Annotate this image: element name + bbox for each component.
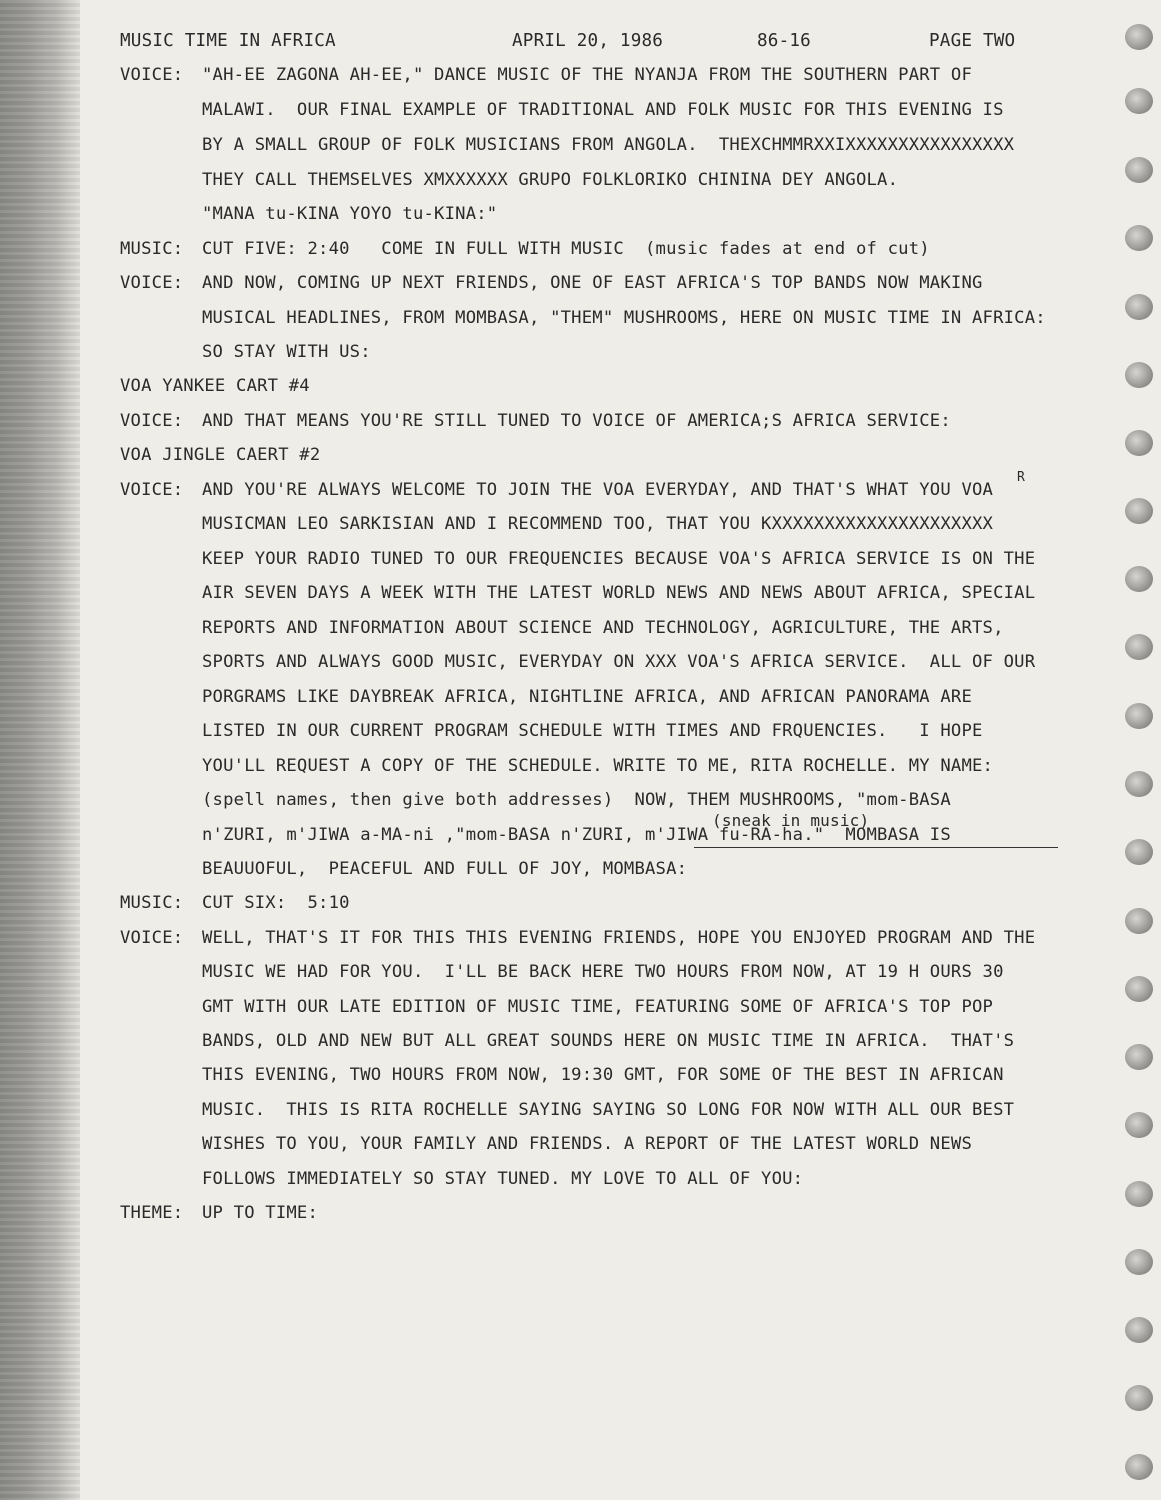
- punch-hole: [1125, 1181, 1153, 1207]
- line-text: GMT WITH OUR LATE EDITION OF MUSIC TIME, FEATURING SOME OF AFRICA'S TOP POP: [202, 997, 994, 1017]
- line-text: (spell names, then give both addresses) NOW, THEM MUSHROOMS, "mom-BASA: [202, 790, 951, 810]
- punch-hole: [1125, 157, 1153, 183]
- line-label: MUSIC:: [120, 239, 184, 259]
- line-label: VOICE:: [120, 65, 184, 85]
- scan-edge-strip: [0, 0, 80, 1500]
- sneak-note-annotation: (sneak in music): [712, 811, 870, 830]
- line-text: MUSIC WE HAD FOR YOU. I'LL BE BACK HERE TWO HOURS FROM NOW, AT 19 H OURS 30: [202, 962, 1004, 982]
- line-label: VOICE:: [120, 411, 184, 431]
- line-text: AND THAT MEANS YOU'RE STILL TUNED TO VOICE OF AMERICA;S AFRICA SERVICE:: [202, 411, 951, 431]
- line-text: THEY CALL THEMSELVES XMXXXXXX GRUPO FOLKLORIKO CHININA DEY ANGOLA.: [202, 170, 899, 190]
- line-text: MUSIC. THIS IS RITA ROCHELLE SAYING SAYING SO LONG FOR NOW WITH ALL OUR BEST: [202, 1100, 1015, 1120]
- punch-hole: [1125, 362, 1153, 388]
- line-label: THEME:: [120, 1203, 184, 1223]
- punch-hole: [1125, 566, 1153, 592]
- punch-hole: [1125, 634, 1153, 660]
- line-text: AIR SEVEN DAYS A WEEK WITH THE LATEST WORLD NEWS AND NEWS ABOUT AFRICA, SPECIAL: [202, 583, 1036, 603]
- line-text: n'ZURI, m'JIWA a-MA-ni ,"mom-BASA n'ZURI, m'JIWA fu-RA-ha." MOMBASA IS: [202, 825, 951, 845]
- line-text: AND NOW, COMING UP NEXT FRIENDS, ONE OF EAST AFRICA'S TOP BANDS NOW MAKING: [202, 273, 983, 293]
- header-page: PAGE TWO: [929, 31, 1016, 51]
- line-label: VOA YANKEE CART #4: [120, 376, 310, 396]
- punch-hole: [1125, 1317, 1153, 1343]
- punch-hole: [1125, 976, 1153, 1002]
- line-text: CUT FIVE: 2:40 COME IN FULL WITH MUSIC (music fades at end of cut): [202, 239, 930, 259]
- line-label: VOICE:: [120, 928, 184, 948]
- line-text: YOU'LL REQUEST A COPY OF THE SCHEDULE. WRITE TO ME, RITA ROCHELLE. MY NAME:: [202, 756, 994, 776]
- line-text: AND YOU'RE ALWAYS WELCOME TO JOIN THE VOA EVERYDAY, AND THAT'S WHAT YOU VOA: [202, 480, 994, 500]
- line-label: VOICE:: [120, 273, 184, 293]
- punch-hole: [1125, 703, 1153, 729]
- header-date: APRIL 20, 1986: [512, 31, 664, 51]
- line-text: SO STAY WITH US:: [202, 342, 371, 362]
- line-text: BANDS, OLD AND NEW BUT ALL GREAT SOUNDS HERE ON MUSIC TIME IN AFRICA. THAT'S: [202, 1031, 1015, 1051]
- line-text: MUSICMAN LEO SARKISIAN AND I RECOMMEND TOO, THAT YOU KXXXXXXXXXXXXXXXXXXXXX: [202, 514, 994, 534]
- line-text: WELL, THAT'S IT FOR THIS THIS EVENING FRIENDS, HOPE YOU ENJOYED PROGRAM AND THE: [202, 928, 1036, 948]
- line-text: WISHES TO YOU, YOUR FAMILY AND FRIENDS. A REPORT OF THE LATEST WORLD NEWS: [202, 1134, 972, 1154]
- line-text: THIS EVENING, TWO HOURS FROM NOW, 19:30 GMT, FOR SOME OF THE BEST IN AFRICAN: [202, 1065, 1004, 1085]
- punch-hole: [1125, 771, 1153, 797]
- line-label: VOICE:: [120, 480, 184, 500]
- punch-hole: [1125, 1044, 1153, 1070]
- punch-hole: [1125, 1385, 1153, 1411]
- line-label: MUSIC:: [120, 893, 184, 913]
- line-text: MALAWI. OUR FINAL EXAMPLE OF TRADITIONAL AND FOLK MUSIC FOR THIS EVENING IS: [202, 100, 1004, 120]
- header-number: 86-16: [757, 31, 811, 51]
- line-text: BEAUUOFUL, PEACEFUL AND FULL OF JOY, MOMBASA:: [202, 859, 688, 879]
- punch-hole: [1125, 839, 1153, 865]
- line-text: UP TO TIME:: [202, 1203, 319, 1223]
- punch-hole: [1125, 88, 1153, 114]
- line-text: FOLLOWS IMMEDIATELY SO STAY TUNED. MY LOVE TO ALL OF YOU:: [202, 1169, 804, 1189]
- punch-hole: [1125, 294, 1153, 320]
- punch-hole: [1125, 225, 1153, 251]
- punch-hole: [1125, 908, 1153, 934]
- line-text: PORGRAMS LIKE DAYBREAK AFRICA, NIGHTLINE AFRICA, AND AFRICAN PANORAMA ARE: [202, 687, 972, 707]
- superscript-annotation: R: [1017, 470, 1026, 485]
- punch-hole: [1125, 24, 1153, 50]
- line-text: REPORTS AND INFORMATION ABOUT SCIENCE AND TECHNOLOGY, AGRICULTURE, THE ARTS,: [202, 618, 1004, 638]
- punch-hole: [1125, 1249, 1153, 1275]
- line-text: "AH-EE ZAGONA AH-EE," DANCE MUSIC OF THE NYANJA FROM THE SOUTHERN PART OF: [202, 65, 972, 85]
- handwritten-underline: [694, 847, 1058, 848]
- line-text: BY A SMALL GROUP OF FOLK MUSICIANS FROM ANGOLA. THEXCHMMRXXIXXXXXXXXXXXXXXXX: [202, 135, 1015, 155]
- line-text: MUSICAL HEADLINES, FROM MOMBASA, "THEM" MUSHROOMS, HERE ON MUSIC TIME IN AFRICA:: [202, 308, 1046, 328]
- punch-hole: [1125, 1112, 1153, 1138]
- punch-hole: [1125, 498, 1153, 524]
- header-program: MUSIC TIME IN AFRICA: [120, 31, 336, 51]
- punch-hole: [1125, 430, 1153, 456]
- line-text: LISTED IN OUR CURRENT PROGRAM SCHEDULE WITH TIMES AND FRQUENCIES. I HOPE: [202, 721, 983, 741]
- line-text: CUT SIX: 5:10: [202, 893, 350, 913]
- punch-hole: [1125, 1454, 1153, 1480]
- line-text: SPORTS AND ALWAYS GOOD MUSIC, EVERYDAY ON XXX VOA'S AFRICA SERVICE. ALL OF OUR: [202, 652, 1036, 672]
- line-text: KEEP YOUR RADIO TUNED TO OUR FREQUENCIES BECAUSE VOA'S AFRICA SERVICE IS ON THE: [202, 549, 1036, 569]
- line-text: "MANA tu-KINA YOYO tu-KINA:": [202, 204, 498, 224]
- line-label: VOA JINGLE CAERT #2: [120, 445, 321, 465]
